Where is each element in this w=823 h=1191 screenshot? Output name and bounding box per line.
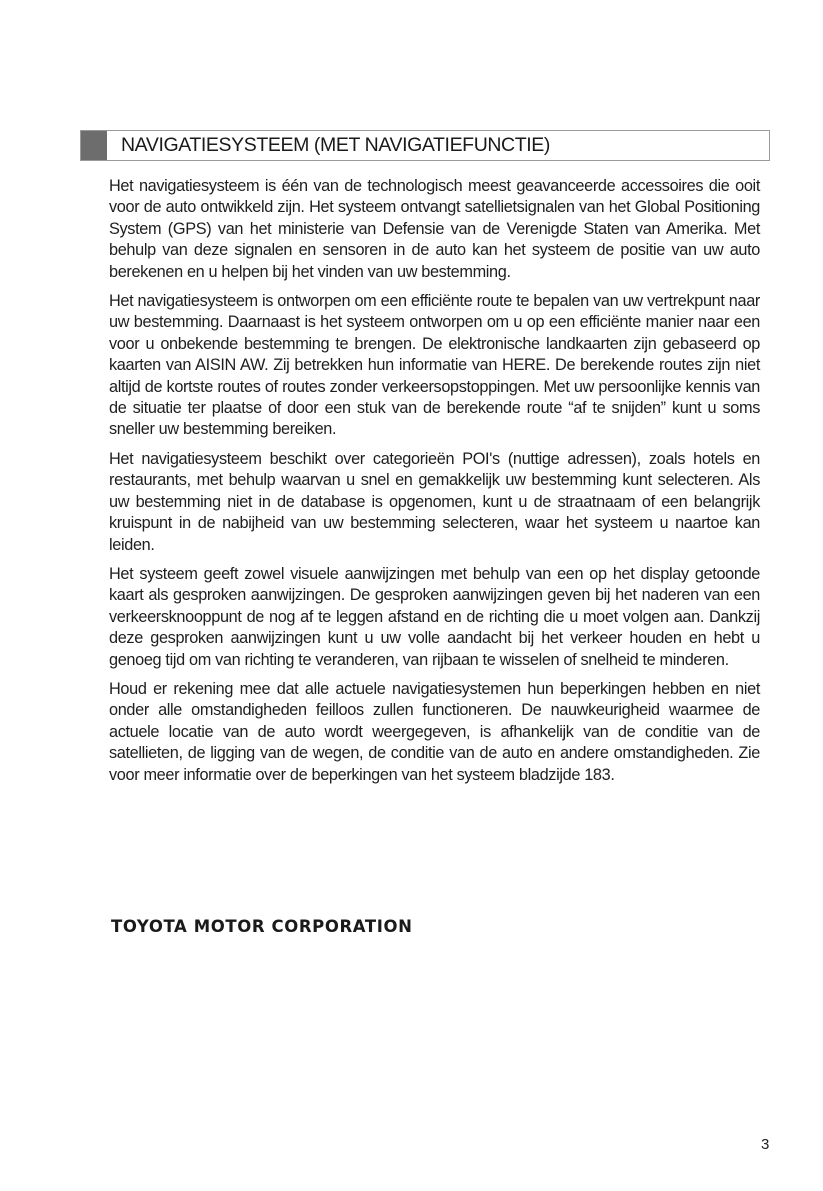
paragraph-poi: Het navigatiesysteem beschikt over categorieën POI's (nuttige adressen), zoals hotels en restaurants, met behulp waarvan u snel en gemakkelijk uw bestemming kunt selecteren. Als uw bestemming niet in de database is opgenomen, kunt u de straatnaam of een belangrijk kruispunt in de nabijheid van uw bestemming selecteren, waar het systeem u naartoe kan leiden. bbox=[109, 449, 760, 554]
section-marker bbox=[81, 131, 107, 160]
section-title: NAVIGATIESYSTEEM (MET NAVIGATIEFUNCTIE) bbox=[121, 134, 550, 156]
paragraph-guidance: Het systeem geeft zowel visuele aanwijzingen met behulp van een op het display getoonde kaart als gesproken aanwijzingen. De gesproken aanwijzingen geven bij het naderen van een verkeersknooppunt de nog af te leggen afstand en de richting die u moet volgen aan. Dankzij deze gesproken aanwijzingen kunt u uw volle aandacht bij het verkeer houden en hebt u genoeg tijd om van richting te veranderen, van rijbaan te wisselen of snelheid te minderen. bbox=[109, 564, 760, 669]
paragraph-route: Het navigatiesysteem is ontworpen om een efficiënte route te bepalen van uw vertrekpunt naar uw bestemming. Daarnaast is het systeem ontworpen om u op een efficiënte manier naar een voor u onbekende bestemming te brengen. De elektronische landkaarten zijn gebaseerd op kaarten van AISIN AW. Zij betrekken hun informatie van HERE. De berekende routes zijn niet altijd de kortste routes of routes zonder verkeersopstoppingen. Met uw persoonlijke kennis van de situatie ter plaatse of door een stuk van de berekende route “af te snijden” kunt u soms sneller uw bestemming bereiken. bbox=[109, 292, 760, 439]
corporation-name: TOYOTA MOTOR CORPORATION bbox=[111, 917, 413, 936]
body-text bbox=[109, 176, 760, 794]
paragraph-intro: Het navigatiesysteem is één van de technologisch meest geavanceerde accessoires die ooit voor de auto ontwikkeld zijn. Het systeem ontvangt satellietsignalen van het Global Positioning System (GPS) van het ministerie van Defensie van de Verenigde Staten van Amerika. Met behulp van deze signalen en sensoren in de auto kan het systeem de positie van uw auto berekenen en u helpen bij het vinden van uw bestemming. bbox=[109, 177, 760, 281]
paragraph-limitations: Houd er rekening mee dat alle actuele navigatiesystemen hun beperkingen hebben en niet onder alle omstandigheden feilloos zullen functioneren. De nauwkeurigheid waarmee de actuele locatie van de auto wordt weergegeven, is afhankelijk van de conditie van de satellieten, de ligging van de wegen, de conditie van de auto en andere omstandigheden. Zie voor meer informatie over de beperkingen van het systeem bladzijde 183. bbox=[109, 679, 760, 784]
page-number: 3 bbox=[761, 1136, 770, 1153]
section-header bbox=[80, 130, 770, 161]
